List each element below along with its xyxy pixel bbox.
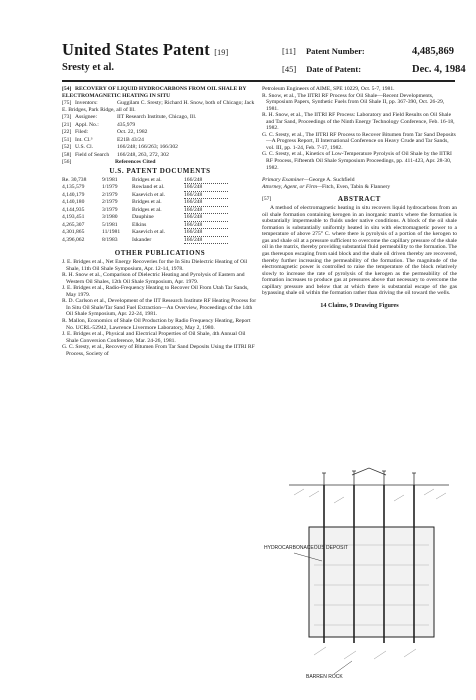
biblio-value: 166/248, 263, 272, 302 xyxy=(117,151,169,158)
barren-leader xyxy=(334,661,352,674)
biblio-label: Appl. No.: xyxy=(75,121,99,128)
biblio-code: [54] xyxy=(62,86,72,92)
claims-count: 14 Claims, 9 Drawing Figures xyxy=(320,301,399,309)
barren-rock-label: BARREN ROCK xyxy=(306,674,343,680)
biblio-row xyxy=(62,137,258,144)
patent-cell: Bridges et al. xyxy=(132,176,162,183)
patent-row xyxy=(62,237,258,245)
biblio-code: [51] xyxy=(62,136,72,143)
reference-item: R. H. Snow, et al., The IITRI RF Process: Laboratory and Field Results on Oil Shale and Tar Sand, Proceedings of the Ninth Energy Technology Conference, Feb. 16-18, 1982. xyxy=(262,112,455,132)
patent-cell: 11/1981 xyxy=(102,229,121,236)
reference-item: G. C. Sresty, et al., The IITRI RF Process to Recover Bitumen from Tar Sand Deposits—A Progress Report, II International Conference on Heavy Crude and Tar Sands, vol. III, pp. 1-24, Feb. 7-17, 1982. xyxy=(262,131,456,151)
patent-cell: 4,140,180 xyxy=(62,199,85,206)
deposit-label: HYDROCARBONACEOUS DEPOSIT xyxy=(264,545,348,551)
patent-country-title xyxy=(62,40,228,60)
biblio-value: IIT Research Institute, Chicago, Ill. xyxy=(117,114,197,121)
patent-cell: 2/1979 xyxy=(102,191,118,198)
patent-cell: 3/1980 xyxy=(102,214,118,221)
right-column xyxy=(262,86,457,309)
attorney-name: Fitch, Even, Tabin & Flannery xyxy=(322,183,391,190)
publication-item: J. E. Bridges et al., Radio-Frequency Heating to Recover Oil From Utah Tar Sands, May 1979. xyxy=(62,285,249,298)
biblio-row xyxy=(62,122,258,129)
date-label: Date of Patent: xyxy=(306,64,362,74)
right-references-list xyxy=(262,86,457,171)
biblio-code: [75] xyxy=(62,100,72,107)
left-column xyxy=(62,86,258,357)
patent-cell: Kasevich et al. xyxy=(132,229,166,236)
patent-cell: Iskander xyxy=(132,236,152,243)
patent-cell: 166/248 xyxy=(184,229,228,237)
primary-examiner-name: George A. Suchfield xyxy=(308,177,355,184)
primary-examiner-label: Primary Examiner xyxy=(262,177,304,184)
patent-cell: Dauphine xyxy=(132,214,154,221)
title-code: [19] xyxy=(214,48,229,57)
patent-cell: Bridges et al. xyxy=(132,199,162,206)
biblio-value: References Cited xyxy=(115,159,156,166)
barren-hatch xyxy=(314,647,416,659)
patent-cell: Bridges et al. xyxy=(132,206,162,213)
biblio-row xyxy=(62,100,258,113)
patent-cell: 4,135,579 xyxy=(62,184,85,191)
patent-number-code: [11] xyxy=(282,46,296,56)
attorney-label: Attorney, Agent, or Firm xyxy=(262,183,318,190)
header-rule xyxy=(62,80,455,82)
patent-row xyxy=(62,184,258,192)
biblio-code: [56] xyxy=(62,159,72,166)
patent-cell: 4,140,179 xyxy=(62,191,85,198)
biblio-row xyxy=(62,152,258,159)
publication-item: J. E. Bridges et al., Physical and Electrical Properties of Oil Shale, 4th Annual Oil Shale Conversion Conference, Mar. 24-26, 1981. xyxy=(62,331,246,344)
reference-item: Petroleum Engineers of AIME, SPE 10229, Oct. 5-7, 1981. xyxy=(262,86,395,92)
patent-row xyxy=(62,177,258,185)
reference-item: R. Snow, et al., The IITRI RF Process for Oil Shale—Recent Developments, Symposium Papers, Synthetic Fuels from Oil Shale II, pp. 367-390, Oct. 26-29, 1981. xyxy=(262,92,445,112)
bibliographic-data xyxy=(62,86,258,166)
patent-cell: 166/248 xyxy=(184,222,228,230)
patent-cell: 166/248 xyxy=(184,177,228,185)
patent-cell: 4,144,935 xyxy=(62,206,85,213)
biblio-code: [22] xyxy=(62,129,72,136)
abstract-title: ABSTRACT xyxy=(338,195,381,204)
patent-row xyxy=(62,192,258,200)
patent-cell: 4,265,307 xyxy=(62,221,85,228)
publication-item: R. D. Carlson et al., Development of the IIT Research Institute RF Heating Process for In Situ Oil Shale/Tar Sand Fuel Extraction—An Overview, Proceedings of the 14th Oil Shale Symposium, Apr. 22-24, 1981. xyxy=(62,298,257,318)
patent-cell: 8/1983 xyxy=(102,236,118,243)
patent-cell: 166/248 xyxy=(184,207,228,215)
well-heads xyxy=(322,468,416,485)
patent-cell: 5/1981 xyxy=(102,221,118,228)
overburden-hatch xyxy=(294,489,446,503)
patent-row xyxy=(62,199,258,207)
date-of-patent-row xyxy=(282,64,466,75)
patent-cell: 2/1979 xyxy=(102,199,118,206)
publication-item: R. H. Snow et al., Comparison of Dielectric Heating and Pyrolysis of Eastern and Western Oil Shales, 12th Oil Shale Symposium, Apr. 1979. xyxy=(62,272,245,285)
country-title-text: United States Patent xyxy=(62,40,210,59)
patent-cell: 3/1979 xyxy=(102,206,118,213)
abstract-code: [57] xyxy=(262,196,272,203)
patent-cell: 166/248 xyxy=(184,192,228,200)
patent-row xyxy=(62,222,258,230)
patent-number-label: Patent Number: xyxy=(305,46,365,56)
biblio-code: [73] xyxy=(62,114,72,121)
attorney: Attorney, Agent, or Firm—Fitch, Even, Tabin & Flannery xyxy=(262,183,391,190)
publication-item: J. E. Bridges et al., Net Energy Recoveries for the In Situ Dielectric Heating of Oil Shale, 11th Oil Shale Symposium, Apr. 12-14, 1978. xyxy=(62,259,248,272)
biblio-value: E21B 43/24 xyxy=(117,136,144,143)
biblio-value: 166/248; 166/263; 166/302 xyxy=(117,144,178,151)
biblio-value: RECOVERY OF LIQUID HYDROCARBONS FROM OIL SHALE BY ELECTROMAGNETIC HEATING IN SITU xyxy=(62,86,247,99)
biblio-label: U.S. Cl. xyxy=(75,144,94,151)
us-patents-title: U.S. PATENT DOCUMENTS xyxy=(109,167,211,176)
biblio-value: Guggilam C. Sresty; Richard H. Snow, both of Chicago; Jack E. Bridges, Park Ridge, all of Ill. xyxy=(62,100,255,113)
date-value: Dec. 4, 1984 xyxy=(412,64,466,75)
patent-cell: 166/248 xyxy=(184,214,228,222)
us-patents-table xyxy=(62,177,258,245)
biblio-row xyxy=(62,114,258,121)
abstract-header xyxy=(262,196,457,205)
biblio-row xyxy=(62,129,258,136)
inventor-short: Sresty et al. xyxy=(62,62,115,73)
primary-examiner: Primary Examiner—George A. Suchfield xyxy=(262,177,355,184)
biblio-value: Oct. 22, 1982 xyxy=(117,129,148,136)
abstract-text: A method of electromagnetic heating in situ recovers liquid hydrocarbons from an oil shale formation containing kerogen in an inorganic matrix where the formation is substantially impermeable to fluids under native conditions. A block of the oil shale formation is substantially uniformly heated in situ with electromagnetic power to a temperature of above 275° C. where there is pyrolysis of a portion of the kerogen to gas and shale oil at a pressure sufficient to overcome the capillary pressure of the shale oil in the matrix, thereby providing substantial fluid permeability to the formation. The gas thereupon escaping from said block and the shale oil driven thereby are recovered, thereby further increasing the permeability of the formation. The magnitude of the electromagnetic power is controlled to raise the temperature of the block relatively slowly to increase the rate of pyrolysis of the kerogen as the permeability of the formation increases to produce gas at pressures above that necessary to overcome the capillary pressure and below that at which there is substantial escape of the gas bypassing shale oil within the formation rather than driving the oil toward the wells. xyxy=(262,205,457,297)
other-publications-title: OTHER PUBLICATIONS xyxy=(114,249,206,258)
biblio-label: Field of Search xyxy=(75,151,110,158)
biblio-code: [58] xyxy=(62,151,72,158)
patent-cell: Elkins xyxy=(132,221,147,228)
other-publications-list xyxy=(62,259,258,357)
patent-cell: 4,301,865 xyxy=(62,229,85,236)
patent-drawing-figure xyxy=(264,465,459,690)
patent-cell: 166/248 xyxy=(184,199,228,207)
biblio-value: 435,979 xyxy=(117,121,136,128)
date-code: [45] xyxy=(282,64,297,74)
biblio-row xyxy=(62,159,258,166)
patent-cell: 166/248 xyxy=(184,237,228,245)
biblio-code: [21] xyxy=(62,121,72,128)
biblio-row xyxy=(62,144,258,151)
patent-row xyxy=(62,214,258,222)
biblio-label: Assignee: xyxy=(75,114,98,121)
patent-cell: 4,193,451 xyxy=(62,214,85,221)
deposit-block xyxy=(309,527,434,637)
patent-row xyxy=(62,229,258,237)
patent-cell: 4,396,062 xyxy=(62,236,85,243)
patent-cell: 9/1981 xyxy=(102,176,118,183)
biblio-code: [52] xyxy=(62,144,72,151)
patent-cell: Kasevich et al. xyxy=(132,191,166,198)
publication-item: R. Mallon, Economics of Shale Oil Production by Radio Frequency Heating, Report No. UCRL-52942, Lawrence Livermore Laboratory, May 2, 1980. xyxy=(62,317,251,331)
patent-cell: 166/248 xyxy=(184,184,228,192)
patent-number-value: 4,485,869 xyxy=(412,46,454,57)
patent-cell: Rowland et al. xyxy=(132,184,165,191)
publication-item: G. C. Sresty, et al., Recovery of Bitumen From Tar Sand Deposits Using the IITRI RF Process, Society of xyxy=(62,344,255,357)
reference-item: G. C. Sresty, et al., Kinetics of Low-Temperature Pyrolysis of Oil Shale by the IITRI RF Process, Fifteenth Oil Shale Symposium Proceedings, pp. 411-423, Apr. 28-30, 1982. xyxy=(262,151,452,171)
patent-cell: 1/1979 xyxy=(102,184,118,191)
biblio-row xyxy=(62,86,258,99)
biblio-label: Filed: xyxy=(75,129,89,136)
biblio-label: Int. Cl.³ xyxy=(75,136,93,143)
biblio-label: Inventors: xyxy=(75,100,98,107)
patent-cell: Re. 30,738 xyxy=(62,176,87,183)
patent-number-row xyxy=(282,46,454,57)
patent-row xyxy=(62,207,258,215)
